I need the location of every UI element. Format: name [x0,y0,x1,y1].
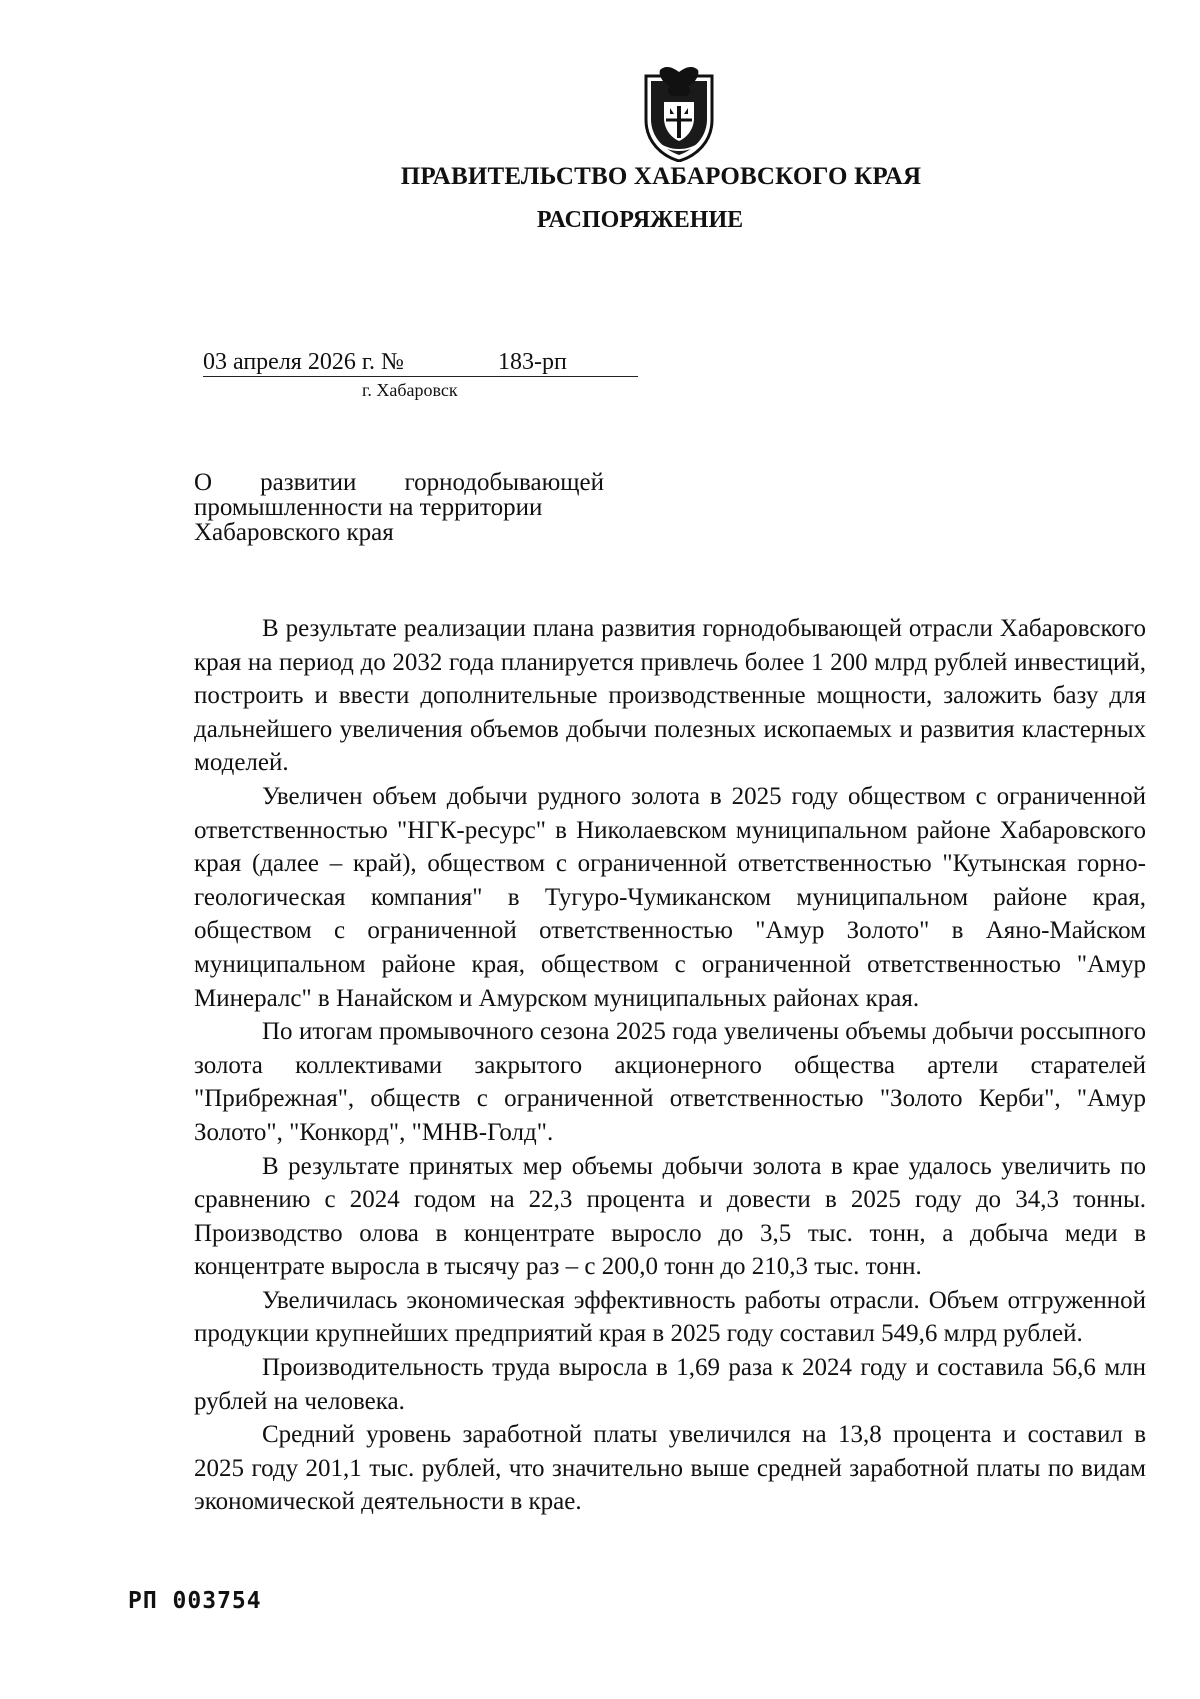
document-type-title: РАСПОРЯЖЕНИЕ [536,207,744,233]
body-paragraph: Производительность труда выросла в 1,69 раза к 2024 году и составила 56,6 млн рублей на человека. [194,1354,1146,1415]
city-label: г. Хабаровск [362,380,458,400]
number-label: № [380,349,404,375]
subject-line: Хабаровского края [194,519,394,546]
body-paragraph: По итогам промывочного сезона 2025 года увеличены объемы добычи россыпного золота коллективами закрытого акционерного общества артели старателей "Прибрежная", обществ с ограниченной ответственностью "Золото Керби", "Амур Золото", "Конкорд", "МНВ-Голд". [194,1018,1146,1146]
document-body [194,612,1146,1519]
body-paragraph: Увеличен объем добычи рудного золота в 2025 году обществом с ограниченной ответственностью "НГК-ресурс" в Николаевском муниципальном районе Хабаровского края (далее – край), обществом с ограниченной ответственностью "Кутынская горно-геологическая компания" в Тугуро-Чумиканском муниципальном районе края, обществом с ограниченной ответственностью "Амур Золото" в Аяно-Майском муниципальном районе края, обществом с ограниченной ответственностью "Амур Минералс" в Нанайском и Амурском муниципальных районах края. [194,782,1146,1012]
body-paragraph: Увеличилась экономическая эффективность работы отрасли. Объем отгруженной продукции крупнейших предприятий края в 2025 году составил 549,6 млрд рублей. [194,1286,1146,1348]
organization-title: ПРАВИТЕЛЬСТВО ХАБАРОВСКОГО КРАЯ [400,163,922,190]
body-paragraph: Средний уровень заработной платы увеличился на 13,8 процента и составил в 2025 году 201,1 тыс. рублей, что значительно выше средней заработной платы по видам экономической деятельности в крае. [194,1421,1146,1516]
body-paragraph: В результате реализации плана развития горнодобывающей отрасли Хабаровского края на период до 2032 года планируется привлечь более 1 200 млрд рублей инвестиций, построить и ввести дополнительные производственные мощности, заложить базу для дальнейшего увеличения объемов добычи полезных ископаемых и развития кластерных моделей. [194,615,1146,777]
date-number-line [203,348,638,377]
document-number: 183-рп [498,349,567,375]
document-date: 03 апреля 2026 г. [203,349,375,375]
subject-line: О развитии горнодобывающей [194,469,604,496]
subject-line: промышленности на территории [194,494,543,521]
form-serial-number: РП 003754 [128,1588,262,1614]
subject-heading [194,470,604,545]
body-paragraph: В результате принятых мер объемы добычи золота в крае удалось увеличить по сравнению с 2024 годом на 22,3 процента и довести в 2025 году до 34,3 тонны. Производство олова в концентрате выросло до 3,5 тыс. тонн, а добыча меди в концентрате выросла в тысячу раз – с 200,0 тонн до 210,3 тыс. тонн. [194,1152,1146,1281]
coat-of-arms-icon [640,62,718,162]
